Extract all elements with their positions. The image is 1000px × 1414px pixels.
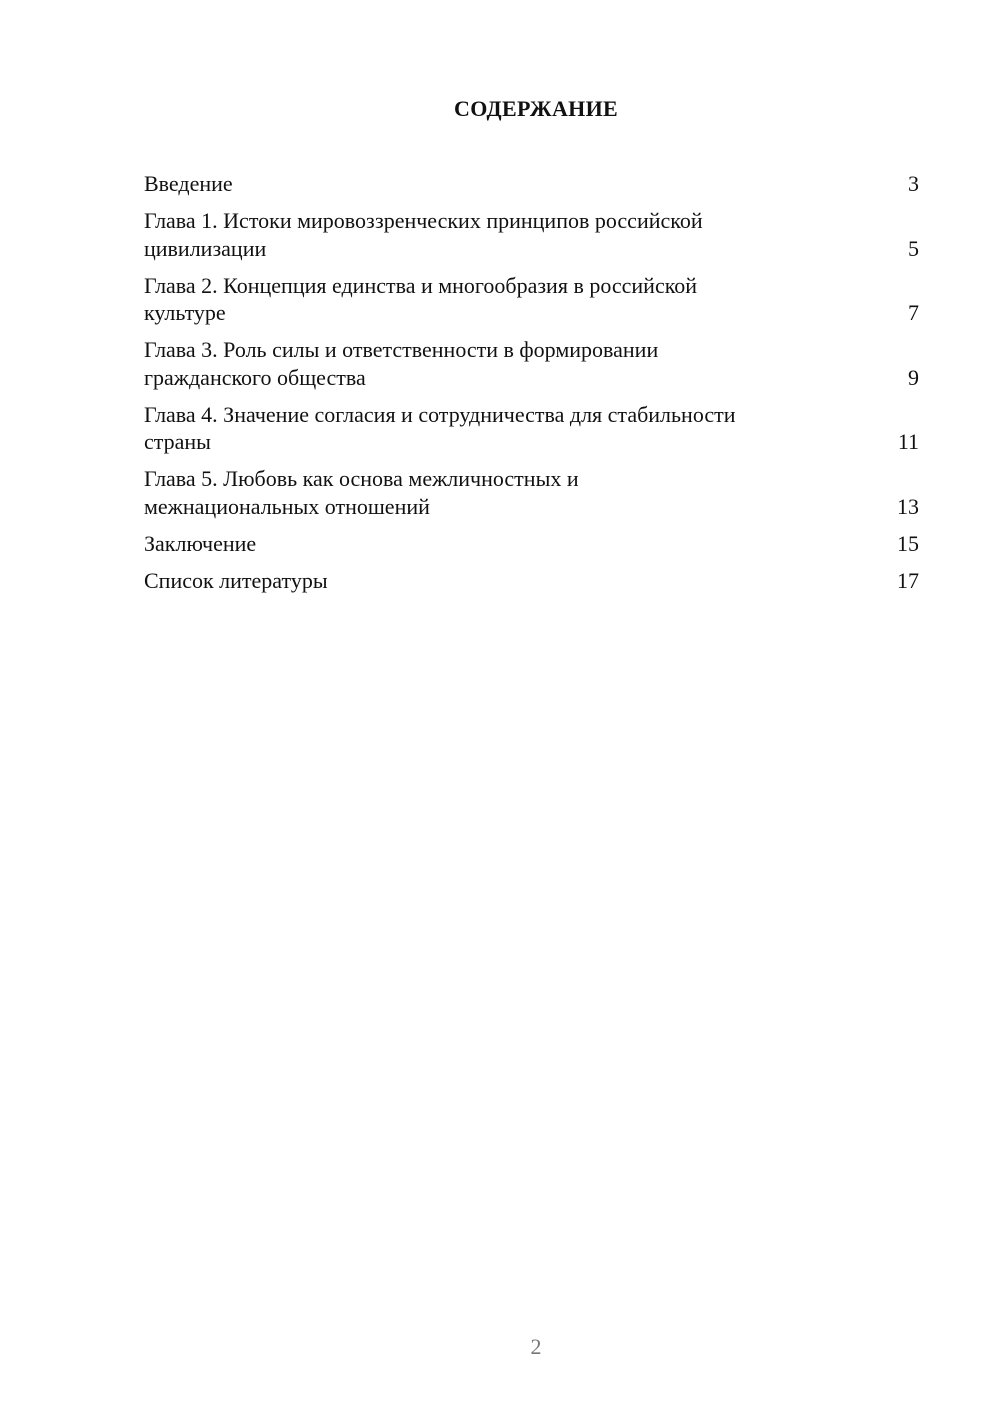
toc-entry-page: 11: [897, 429, 919, 454]
toc-entry-page: 9: [908, 364, 919, 390]
toc-entry: [144, 336, 919, 391]
toc-entry-line: Глава 1. Истоки мировоззренческих принципов российской: [144, 208, 703, 233]
toc-entry: [144, 530, 919, 558]
toc-entry-text: [144, 567, 328, 595]
toc-entry-line: культуре: [144, 300, 226, 325]
page-number: 2: [530, 1334, 542, 1359]
toc-entry-text: [144, 170, 233, 198]
toc-entry-page: 3: [908, 171, 919, 196]
toc-entry-line: межнациональных отношений: [144, 493, 430, 519]
toc-entry: [144, 567, 919, 595]
toc-entry-text: [144, 465, 579, 520]
toc-entry-line: Заключение: [144, 530, 257, 556]
toc-entry-page: 5: [908, 235, 919, 261]
toc-entry-line: страны: [144, 429, 211, 454]
toc-entry-line: Глава 2. Концепция единства и многообразия в российской: [144, 272, 698, 298]
toc-entry-line: Список литературы: [144, 567, 328, 593]
toc-entry-line: Глава 3. Роль силы и ответственности в формировании: [144, 337, 659, 362]
toc-entry-page: 13: [897, 493, 919, 519]
toc-entry-page: 7: [908, 300, 919, 325]
toc-entry-line: Глава 5. Любовь как основа межличностных и: [144, 466, 579, 491]
toc-entry-text: [144, 401, 736, 456]
toc-entry-line: гражданского общества: [144, 364, 366, 390]
toc-entry-text: [144, 272, 697, 327]
toc-entry-text: [144, 336, 658, 391]
page-title: СОДЕРЖАНИЕ: [454, 96, 618, 121]
toc-entry-text: [144, 530, 256, 558]
toc-entry: [144, 272, 919, 327]
toc-entry-page: 17: [897, 567, 919, 593]
toc-entry: [144, 170, 919, 198]
toc-entry-text: [144, 207, 703, 262]
toc-entry: [144, 207, 919, 262]
toc-entry-line: Введение: [144, 171, 233, 196]
table-of-contents: [144, 170, 919, 604]
toc-entry: [144, 465, 919, 520]
toc-entry: [144, 401, 919, 456]
toc-entry-line: цивилизации: [144, 235, 267, 261]
toc-entry-line: Глава 4. Значение согласия и сотрудничества для стабильности: [144, 401, 736, 427]
toc-entry-page: 15: [897, 530, 919, 556]
